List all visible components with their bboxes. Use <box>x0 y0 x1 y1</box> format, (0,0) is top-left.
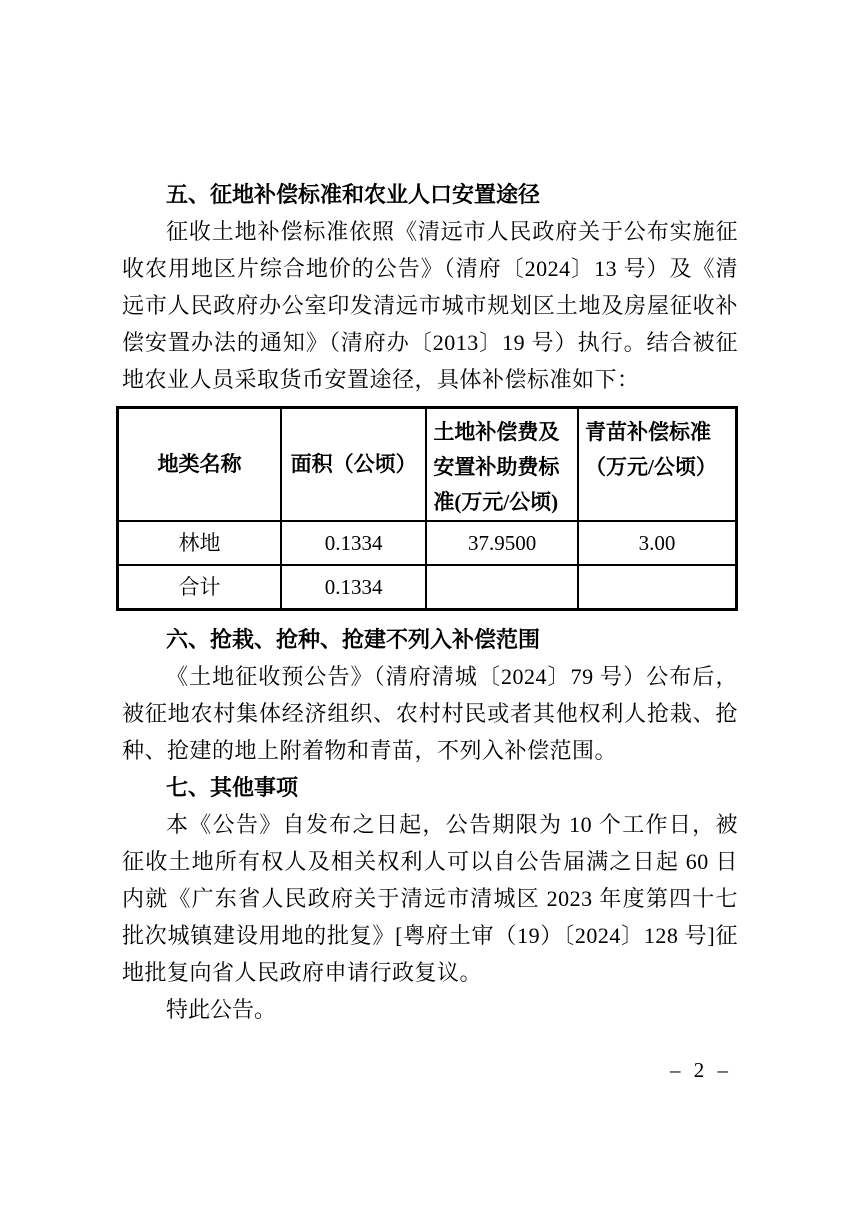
table-row-forest-land <box>118 521 737 565</box>
compensation-standards-table <box>116 406 738 611</box>
document-content <box>122 176 738 1028</box>
cell-crop-compensation: 3.00 <box>578 521 737 565</box>
cell-land-compensation <box>426 565 578 610</box>
section-7-paragraph: 本《公告》自发布之日起，公告期限为 10 个工作日，被征收土地所有权人及相关权利人可以自公告届满之日起 60 日内就《广东省人民政府关于清远市清城区 2023 年度第四十七批次城镇建设用地的批复》[粤府土审（19）〔2024〕128 号]征地批复向省人民政府申请行政复议。 <box>122 812 738 985</box>
cell-land-type: 林地 <box>118 521 281 565</box>
section-6-paragraph: 《土地征收预公告》（清府清城〔2024〕79 号）公布后，被征地农村集体经济组织、农村村民或者其他权利人抢栽、抢种、抢建的地上附着物和青苗，不列入补偿范围。 <box>122 664 738 763</box>
col-header-crop-compensation-standard: 青苗补偿标准（万元/公顷） <box>578 408 737 522</box>
section-5-paragraph: 征收土地补偿标准依照《清远市人民政府关于公布实施征收农用地区片综合地价的公告》（清府〔2024〕13 号）及《清远市人民政府办公室印发清远市城市规划区土地及房屋征收补偿安置办法的通知》（清府办〔2013〕19 号）执行。结合被征地农业人员采取货币安置途径，具体补偿标准如下： <box>122 219 738 392</box>
closing-statement: 特此公告。 <box>166 997 277 1022</box>
col-header-land-compensation-standard: 土地补偿费及安置补助费标准(万元/公顷) <box>426 408 578 522</box>
section-5-heading: 五、征地补偿标准和农业人口安置途径 <box>166 182 541 207</box>
cell-area: 0.1334 <box>281 565 426 610</box>
cell-area: 0.1334 <box>281 521 426 565</box>
table-row-total <box>118 565 737 610</box>
section-6-heading: 六、抢栽、抢种、抢建不列入补偿范围 <box>166 627 541 652</box>
cell-land-compensation: 37.9500 <box>426 521 578 565</box>
table-header-row <box>118 408 737 522</box>
cell-land-type: 合计 <box>118 565 281 610</box>
page-number: – 2 – <box>670 1058 732 1082</box>
cell-crop-compensation <box>578 565 737 610</box>
col-header-area: 面积（公顷） <box>281 408 426 522</box>
col-header-land-type: 地类名称 <box>118 408 281 522</box>
section-7-heading: 七、其他事项 <box>166 775 299 800</box>
